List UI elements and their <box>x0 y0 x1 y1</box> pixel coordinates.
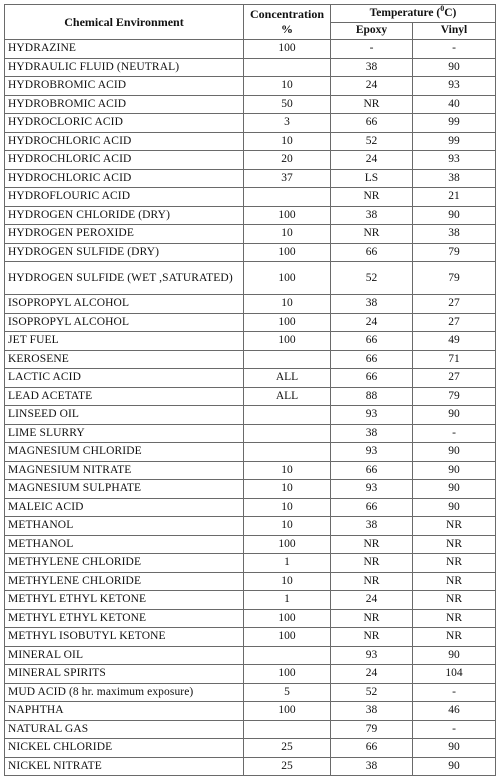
table-row <box>5 480 496 499</box>
concentration-cell <box>244 58 331 77</box>
concentration-cell: 1 <box>244 554 331 573</box>
table-row <box>5 572 496 591</box>
vinyl-temperature-cell: - <box>413 683 496 702</box>
table-row <box>5 424 496 443</box>
vinyl-temperature-cell: 71 <box>413 350 496 369</box>
table-row <box>5 739 496 758</box>
concentration-cell: 100 <box>244 262 331 295</box>
concentration-cell: 10 <box>244 132 331 151</box>
table-row <box>5 609 496 628</box>
vinyl-temperature-cell: 49 <box>413 332 496 351</box>
table-row <box>5 295 496 314</box>
chemical-name-cell: NICKEL NITRATE <box>5 757 244 776</box>
table-row <box>5 461 496 480</box>
vinyl-temperature-cell: 38 <box>413 169 496 188</box>
header-chemical-environment: Chemical Environment <box>5 5 244 40</box>
chemical-name-cell: HYDROCLORIC ACID <box>5 114 244 133</box>
epoxy-temperature-cell: 66 <box>331 461 413 480</box>
table-row <box>5 498 496 517</box>
table-row <box>5 243 496 262</box>
vinyl-temperature-cell: 90 <box>413 757 496 776</box>
vinyl-temperature-cell: 93 <box>413 77 496 96</box>
concentration-cell: 5 <box>244 683 331 702</box>
header-row-primary <box>5 5 496 23</box>
concentration-cell: 100 <box>244 665 331 684</box>
epoxy-temperature-cell: 66 <box>331 114 413 133</box>
epoxy-temperature-cell: 38 <box>331 58 413 77</box>
vinyl-temperature-cell: NR <box>413 628 496 647</box>
table-row <box>5 517 496 536</box>
epoxy-temperature-cell: LS <box>331 169 413 188</box>
concentration-cell: 10 <box>244 461 331 480</box>
vinyl-temperature-cell: 38 <box>413 225 496 244</box>
chemical-name-cell: HYDROGEN PEROXIDE <box>5 225 244 244</box>
vinyl-temperature-cell: 99 <box>413 114 496 133</box>
epoxy-temperature-cell: 52 <box>331 132 413 151</box>
vinyl-temperature-cell: 93 <box>413 151 496 170</box>
table-body <box>5 40 496 776</box>
epoxy-temperature-cell: NR <box>331 572 413 591</box>
epoxy-temperature-cell: 93 <box>331 480 413 499</box>
chemical-name-cell: HYDROGEN CHLORIDE (DRY) <box>5 206 244 225</box>
header-epoxy: Epoxy <box>331 22 413 40</box>
chemical-name-cell: HYDRAZINE <box>5 40 244 59</box>
epoxy-temperature-cell: 66 <box>331 498 413 517</box>
header-temperature-degree: 0 <box>440 4 445 13</box>
table-row <box>5 350 496 369</box>
epoxy-temperature-cell: NR <box>331 554 413 573</box>
vinyl-temperature-cell: 79 <box>413 262 496 295</box>
concentration-cell: 100 <box>244 332 331 351</box>
vinyl-temperature-cell: NR <box>413 572 496 591</box>
vinyl-temperature-cell: 90 <box>413 498 496 517</box>
table-row <box>5 169 496 188</box>
epoxy-temperature-cell: NR <box>331 535 413 554</box>
vinyl-temperature-cell: 90 <box>413 480 496 499</box>
epoxy-temperature-cell: 52 <box>331 262 413 295</box>
chemical-name-cell: METHYLENE CHLORIDE <box>5 554 244 573</box>
epoxy-temperature-cell: 24 <box>331 665 413 684</box>
table-row <box>5 628 496 647</box>
concentration-cell: 10 <box>244 225 331 244</box>
epoxy-temperature-cell: 66 <box>331 369 413 388</box>
chemical-name-cell: HYDROGEN SULFIDE (WET ,SATURATED) <box>5 262 244 295</box>
vinyl-temperature-cell: 99 <box>413 132 496 151</box>
vinyl-temperature-cell: NR <box>413 591 496 610</box>
chemical-name-cell: HYDROBROMIC ACID <box>5 95 244 114</box>
concentration-cell <box>244 646 331 665</box>
chemical-name-cell: HYDRAULIC FLUID (NEUTRAL) <box>5 58 244 77</box>
chemical-name-cell: MAGNESIUM CHLORIDE <box>5 443 244 462</box>
chemical-name-cell: LACTIC ACID <box>5 369 244 388</box>
epoxy-temperature-cell: 24 <box>331 151 413 170</box>
vinyl-temperature-cell: 79 <box>413 387 496 406</box>
concentration-cell <box>244 406 331 425</box>
vinyl-temperature-cell: 90 <box>413 206 496 225</box>
chemical-name-cell: ISOPROPYL ALCOHOL <box>5 313 244 332</box>
table-row <box>5 665 496 684</box>
table-row <box>5 225 496 244</box>
table-row <box>5 313 496 332</box>
table-row <box>5 443 496 462</box>
table-row <box>5 151 496 170</box>
table-row <box>5 535 496 554</box>
concentration-cell <box>244 443 331 462</box>
chemical-name-cell: MINERAL OIL <box>5 646 244 665</box>
table-row <box>5 77 496 96</box>
chemical-name-cell: LINSEED OIL <box>5 406 244 425</box>
epoxy-temperature-cell: NR <box>331 188 413 207</box>
chemical-name-cell: MINERAL SPIRITS <box>5 665 244 684</box>
epoxy-temperature-cell: 66 <box>331 350 413 369</box>
concentration-cell: 10 <box>244 498 331 517</box>
chemical-name-cell: METHYL ETHYL KETONE <box>5 609 244 628</box>
concentration-cell <box>244 188 331 207</box>
table-row <box>5 332 496 351</box>
vinyl-temperature-cell: NR <box>413 517 496 536</box>
concentration-cell: 50 <box>244 95 331 114</box>
chemical-name-cell: HYDROBROMIC ACID <box>5 77 244 96</box>
epoxy-temperature-cell: 38 <box>331 424 413 443</box>
chemical-name-cell: MALEIC ACID <box>5 498 244 517</box>
vinyl-temperature-cell: 27 <box>413 313 496 332</box>
concentration-cell: 3 <box>244 114 331 133</box>
header-concentration <box>244 5 331 40</box>
vinyl-temperature-cell: 21 <box>413 188 496 207</box>
vinyl-temperature-cell: 40 <box>413 95 496 114</box>
epoxy-temperature-cell: NR <box>331 95 413 114</box>
epoxy-temperature-cell: 24 <box>331 591 413 610</box>
concentration-cell: 100 <box>244 535 331 554</box>
vinyl-temperature-cell: - <box>413 424 496 443</box>
table-row <box>5 591 496 610</box>
header-temperature <box>331 5 496 23</box>
concentration-cell: 100 <box>244 628 331 647</box>
concentration-cell: 25 <box>244 739 331 758</box>
epoxy-temperature-cell: 38 <box>331 295 413 314</box>
concentration-cell: 10 <box>244 480 331 499</box>
table-row <box>5 95 496 114</box>
concentration-cell: 10 <box>244 295 331 314</box>
epoxy-temperature-cell: 93 <box>331 443 413 462</box>
table-row <box>5 683 496 702</box>
vinyl-temperature-cell: 27 <box>413 295 496 314</box>
concentration-cell: 100 <box>244 702 331 721</box>
epoxy-temperature-cell: 66 <box>331 243 413 262</box>
epoxy-temperature-cell: 66 <box>331 739 413 758</box>
header-temperature-prefix: Temperature ( <box>369 6 441 19</box>
concentration-cell: 37 <box>244 169 331 188</box>
concentration-cell <box>244 350 331 369</box>
concentration-cell: 10 <box>244 572 331 591</box>
epoxy-temperature-cell: 38 <box>331 702 413 721</box>
table-row <box>5 40 496 59</box>
vinyl-temperature-cell: 90 <box>413 58 496 77</box>
epoxy-temperature-cell: 38 <box>331 206 413 225</box>
concentration-cell <box>244 424 331 443</box>
vinyl-temperature-cell: 79 <box>413 243 496 262</box>
epoxy-temperature-cell: 88 <box>331 387 413 406</box>
table-row <box>5 206 496 225</box>
vinyl-temperature-cell: NR <box>413 535 496 554</box>
vinyl-temperature-cell: 46 <box>413 702 496 721</box>
concentration-cell: 100 <box>244 243 331 262</box>
table-row <box>5 262 496 295</box>
table-row <box>5 702 496 721</box>
epoxy-temperature-cell: 93 <box>331 646 413 665</box>
chemical-name-cell: MAGNESIUM SULPHATE <box>5 480 244 499</box>
chemical-name-cell: ISOPROPYL ALCOHOL <box>5 295 244 314</box>
concentration-cell: 25 <box>244 757 331 776</box>
header-temperature-suffix: C) <box>444 6 457 19</box>
vinyl-temperature-cell: 90 <box>413 406 496 425</box>
epoxy-temperature-cell: 38 <box>331 517 413 536</box>
vinyl-temperature-cell: 90 <box>413 646 496 665</box>
chemical-name-cell: NATURAL GAS <box>5 720 244 739</box>
epoxy-temperature-cell: 24 <box>331 313 413 332</box>
epoxy-temperature-cell: NR <box>331 225 413 244</box>
table-row <box>5 406 496 425</box>
table-header <box>5 5 496 40</box>
epoxy-temperature-cell: 79 <box>331 720 413 739</box>
concentration-cell: 20 <box>244 151 331 170</box>
vinyl-temperature-cell: 90 <box>413 739 496 758</box>
epoxy-temperature-cell: - <box>331 40 413 59</box>
table-row <box>5 114 496 133</box>
concentration-cell <box>244 720 331 739</box>
table-row <box>5 369 496 388</box>
vinyl-temperature-cell: 27 <box>413 369 496 388</box>
header-concentration-label: Concentration <box>250 7 324 21</box>
table-row <box>5 387 496 406</box>
chemical-name-cell: METHYL ETHYL KETONE <box>5 591 244 610</box>
epoxy-temperature-cell: 24 <box>331 77 413 96</box>
vinyl-temperature-cell: NR <box>413 554 496 573</box>
table-row <box>5 188 496 207</box>
concentration-cell: 10 <box>244 77 331 96</box>
table-row <box>5 757 496 776</box>
vinyl-temperature-cell: - <box>413 40 496 59</box>
concentration-cell: ALL <box>244 387 331 406</box>
chemical-name-cell: LIME SLURRY <box>5 424 244 443</box>
chemical-name-cell: HYDROGEN SULFIDE (DRY) <box>5 243 244 262</box>
table-row <box>5 58 496 77</box>
chemical-name-cell: MUD ACID (8 hr. maximum exposure) <box>5 683 244 702</box>
vinyl-temperature-cell: NR <box>413 609 496 628</box>
header-concentration-unit: % <box>281 22 293 36</box>
concentration-cell: 100 <box>244 40 331 59</box>
vinyl-temperature-cell: 104 <box>413 665 496 684</box>
concentration-cell: 100 <box>244 609 331 628</box>
chemical-name-cell: METHYL ISOBUTYL KETONE <box>5 628 244 647</box>
chemical-name-cell: HYDROCHLORIC ACID <box>5 132 244 151</box>
chemical-name-cell: HYDROCHLORIC ACID <box>5 169 244 188</box>
chemical-name-cell: METHANOL <box>5 535 244 554</box>
chemical-name-cell: LEAD ACETATE <box>5 387 244 406</box>
concentration-cell: 1 <box>244 591 331 610</box>
header-vinyl: Vinyl <box>413 22 496 40</box>
concentration-cell: 10 <box>244 517 331 536</box>
chemical-name-cell: KEROSENE <box>5 350 244 369</box>
chemical-name-cell: METHANOL <box>5 517 244 536</box>
chemical-name-cell: JET FUEL <box>5 332 244 351</box>
epoxy-temperature-cell: NR <box>331 628 413 647</box>
chemical-name-cell: MAGNESIUM NITRATE <box>5 461 244 480</box>
vinyl-temperature-cell: 90 <box>413 443 496 462</box>
epoxy-temperature-cell: NR <box>331 609 413 628</box>
vinyl-temperature-cell: - <box>413 720 496 739</box>
table-row <box>5 132 496 151</box>
chemical-name-cell: HYDROFLOURIC ACID <box>5 188 244 207</box>
epoxy-temperature-cell: 93 <box>331 406 413 425</box>
table-row <box>5 720 496 739</box>
epoxy-temperature-cell: 52 <box>331 683 413 702</box>
concentration-cell: ALL <box>244 369 331 388</box>
chemical-name-cell: HYDROCHLORIC ACID <box>5 151 244 170</box>
chemical-resistance-table <box>4 4 496 776</box>
table-row <box>5 554 496 573</box>
epoxy-temperature-cell: 66 <box>331 332 413 351</box>
vinyl-temperature-cell: 90 <box>413 461 496 480</box>
concentration-cell: 100 <box>244 206 331 225</box>
table-row <box>5 646 496 665</box>
chemical-name-cell: NICKEL CHLORIDE <box>5 739 244 758</box>
chemical-resistance-table-container <box>4 4 495 776</box>
chemical-name-cell: NAPHTHA <box>5 702 244 721</box>
epoxy-temperature-cell: 38 <box>331 757 413 776</box>
concentration-cell: 100 <box>244 313 331 332</box>
chemical-name-cell: METHYLENE CHLORIDE <box>5 572 244 591</box>
